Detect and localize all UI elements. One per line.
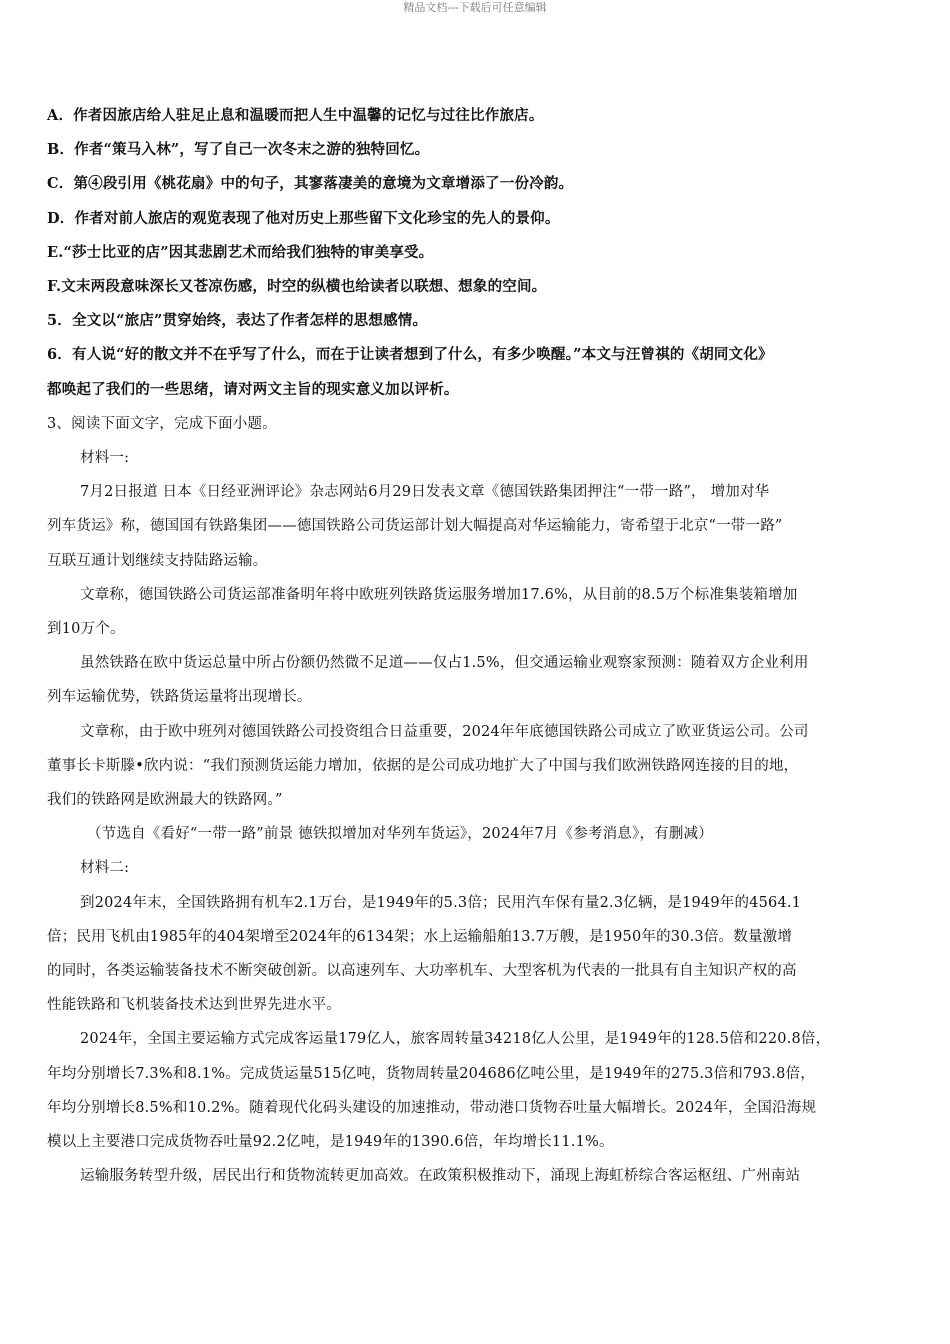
paragraph-line: 列车运输优势，铁路货运量将出现增长。 [47,689,312,706]
question-5: 5．全文以“旅店”贯穿始终，表达了作者怎样的思想感情。 [47,312,428,330]
paragraph-line: 虽然铁路在欧中货运总量中所占份额仍然微不足道——仅占1.5%，但交通运输业观察家预测：随着双方企业利用 [80,655,809,672]
paragraph-line: 性能铁路和飞机装备技术达到世界先进水平。 [47,997,341,1014]
paragraph-line: 倍；民用飞机由1985年的404架增至2024年的6134架；水上运输船舶13.7万艘，是1950年的30.3倍。数量激增 [47,928,793,945]
material-two-label: 材料二: [80,860,130,877]
paragraph-line: 文章称，由于欧中班列对德国铁路公司投资组合日益重要，2024年年底德国铁路公司成立了欧亚货运公司。公司 [80,723,809,740]
question-6-line-2: 都唤起了我们的一些思绪，请对两文主旨的现实意义加以评析。 [47,380,459,398]
section-heading: 3、阅读下面文字，完成下面小题。 [47,415,277,432]
option-d: D．作者对前人旅店的观览表现了他对历史上那些留下文化珍宝的先人的景仰。 [47,209,560,227]
paragraph-line: 年均分别增长8.5%和10.2%。随着现代化码头建设的加速推动，带动港口货物吞吐量大幅增长。2024年，全国沿海规 [47,1099,817,1116]
option-a: A．作者因旅店给人驻足止息和温暖而把人生中温馨的记忆与过往比作旅店。 [47,107,544,124]
page-header: 精品文档---下载后可任意编辑 [403,1,547,14]
option-c: C．第④段引用《桃花扇》中的句子，其寥落凄美的意境为文章增添了一份冷韵。 [47,175,574,193]
paragraph-line: 互联互通计划继续支持陆路运输。 [47,552,268,569]
paragraph-line: 列车货运》称，德国国有铁路集团——德国铁路公司货运部计划大幅提高对华运输能力，寄希望于北京“一带一路” [47,518,783,535]
source-citation: （节选自《看好“一带一路”前景 德铁拟增加对华列车货运》，2024年7月《参考消息》，有删减） [87,826,713,843]
paragraph-line: 模以上主要港口完成货物吞吐量92.2亿吨，是1949年的1390.6倍，年均增长11.1%。 [47,1134,614,1151]
paragraph-line: 到2024年末，全国铁路拥有机车2.1万台，是1949年的5.3倍；民用汽车保有量2.3亿辆，是1949年的4564.1 [80,894,802,911]
paragraph-line: 的同时，各类运输装备技术不断突破创新。以高速列车、大功率机车、大型客机为代表的一批具有自主知识产权的高 [47,963,797,980]
paragraph-line: 我们的铁路网是欧洲最大的铁路网。” [47,792,283,809]
paragraph-line: 运输服务转型升级，居民出行和货物流转更加高效。在政策积极推动下，涌现上海虹桥综合客运枢纽、广州南站 [80,1168,801,1185]
option-b: B．作者“策马入林”，写了自己一次冬末之游的独特回忆。 [47,141,430,159]
document-body [47,99,915,1194]
paragraph-line: 文章称，德国铁路公司货运部准备明年将中欧班列铁路货运服务增加17.6%，从目前的8.5万个标准集装箱增加 [80,586,798,603]
question-6-line-1: 6．有人说“好的散文并不在乎写了什么，而在于让读者想到了什么，有多少唤醒。”本文与汪曾祺的《胡同文化》 [47,346,773,364]
paragraph-line: 年均分别增长7.3%和8.1%。完成货运量515亿吨，货物周转量204686亿吨公里，是1949年的275.3倍和793.8倍， [47,1065,815,1082]
material-one-label: 材料一: [80,450,130,467]
paragraph-line: 7月2日报道 日本《日经亚洲评论》杂志网站6月29日发表文章《德国铁路集团押注“一带一路”， 增加对华 [80,484,770,501]
paragraph-line: 到10万个。 [47,621,125,638]
option-f: F.文末两段意味深长又苍凉伤感，时空的纵横也给读者以联想、想象的空间。 [47,278,547,296]
paragraph-line: 董事长卡斯滕•欣内说：“我们预测货运能力增加，依据的是公司成功地扩大了中国与我们欧洲铁路网连接的目的地， [47,757,799,774]
option-e: E.“莎士比亚的店”因其悲剧艺术而给我们独特的审美享受。 [47,243,434,261]
paragraph-line: 2024年，全国主要运输方式完成客运量179亿人，旅客周转量34218亿人公里，是1949年的128.5倍和220.8倍， [80,1031,831,1048]
